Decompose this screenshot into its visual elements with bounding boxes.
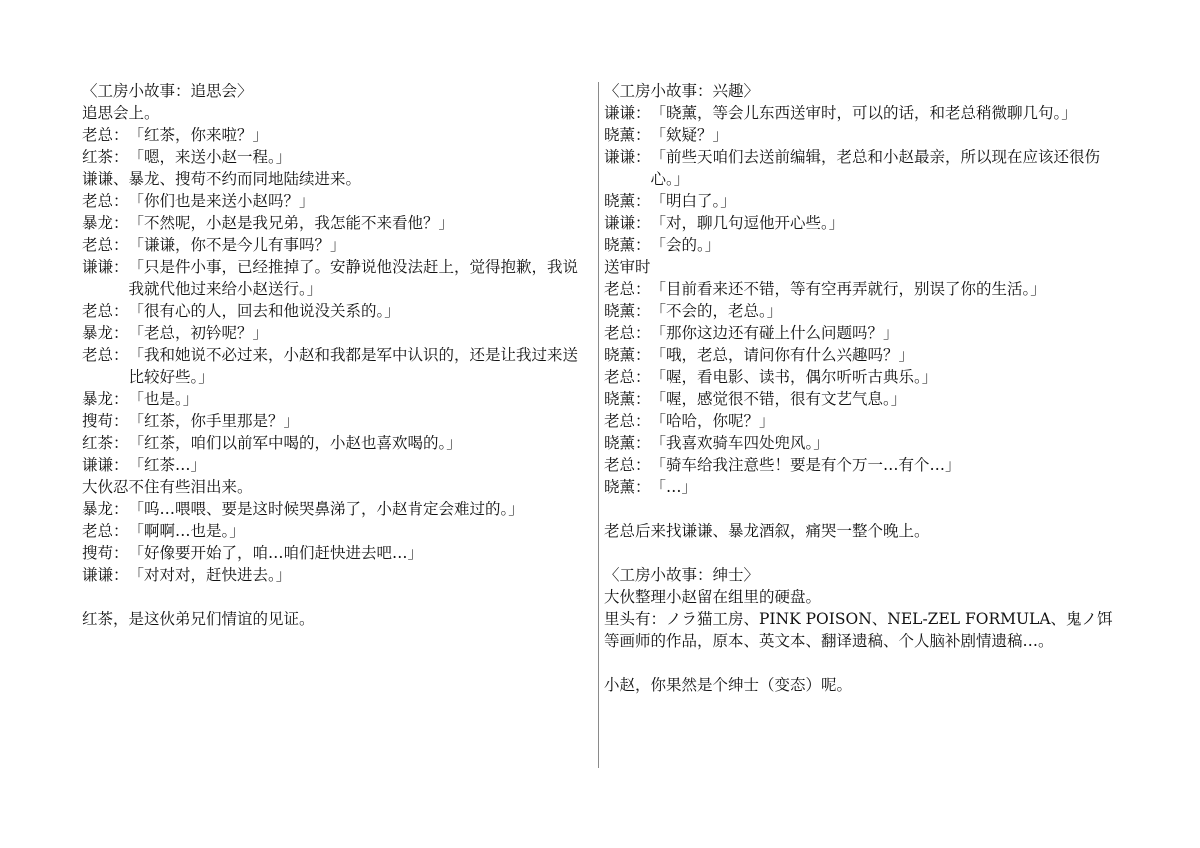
dialogue-text: 「对，聊几句逗他开心些。」 <box>650 214 845 232</box>
speaker-name: 老总： <box>82 192 129 210</box>
dialogue-text: 「红茶…」 <box>128 456 207 474</box>
dialogue-line <box>82 476 592 498</box>
story-paragraph: 小赵，你果然是个绅士（变态）呢。 <box>604 676 853 694</box>
dialogue-line <box>82 410 592 432</box>
dialogue-text: 「红茶，你手里那是？」 <box>128 412 300 430</box>
dialogue-line <box>82 190 592 212</box>
dialogue-line <box>604 454 1124 476</box>
paragraph-gap <box>604 542 1124 564</box>
dialogue-list <box>82 124 592 586</box>
dialogue-line <box>82 256 592 300</box>
speaker-name: 晓薰： <box>604 346 651 364</box>
speaker-name: 老总： <box>82 346 129 364</box>
speaker-name: 老总： <box>604 368 651 386</box>
speaker-name: 谦谦： <box>82 258 129 276</box>
dialogue-line <box>82 498 592 520</box>
dialogue-text: 「嗯，来送小赵一程。」 <box>128 148 292 166</box>
dialogue-text: 「喔，看电影、读书，偶尔听听古典乐。」 <box>650 368 938 386</box>
dialogue-line <box>604 212 1124 234</box>
right-column <box>604 80 1124 696</box>
dialogue-text: 送审时 <box>604 258 651 276</box>
dialogue-line <box>82 234 592 256</box>
speaker-name: 晓薰： <box>604 434 651 452</box>
speaker-name: 晓薰： <box>604 478 651 496</box>
dialogue-text: 「也是。」 <box>128 390 199 408</box>
dialogue-line <box>604 366 1124 388</box>
dialogue-text: 大伙忍不住有些泪出来。 <box>82 478 253 496</box>
dialogue-line <box>604 432 1124 454</box>
speaker-name: 暴龙： <box>82 500 129 518</box>
speaker-name: 老总： <box>82 522 129 540</box>
dialogue-text: 「很有心的人，回去和他说没关系的。」 <box>128 302 400 320</box>
dialogue-line <box>82 212 592 234</box>
speaker-name: 晓薰： <box>604 390 651 408</box>
dialogue-line <box>82 322 592 344</box>
dialogue-text: 「喔，感觉很不错，很有文艺气息。」 <box>650 390 907 408</box>
dialogue-line <box>82 168 592 190</box>
dialogue-text: 「会的。」 <box>650 236 721 254</box>
dialogue-text: 「那你这边还有碰上什么问题吗？」 <box>650 324 899 342</box>
dialogue-list <box>604 102 1124 498</box>
dialogue-text: 「好像要开始了，咱…咱们赶快进去吧…」 <box>128 544 424 562</box>
story-paragraph: 大伙整理小赵留在组里的硬盘。 <box>604 588 822 606</box>
dialogue-line <box>82 564 592 586</box>
dialogue-line <box>604 190 1124 212</box>
dialogue-text: 「你们也是来送小赵吗？」 <box>128 192 315 210</box>
speaker-name: 老总： <box>604 412 651 430</box>
dialogue-text: 「晓薰，等会儿东西送审时，可以的话，和老总稍微聊几句。」 <box>650 104 1077 122</box>
speaker-name: 老总： <box>82 126 129 144</box>
dialogue-text: 「前些天咱们去送前编辑，老总和小赵最亲，所以现在应该还很伤心。」 <box>650 148 1101 188</box>
dialogue-line <box>82 520 592 542</box>
story-intro: 追思会上。 <box>82 104 160 122</box>
dialogue-line <box>82 146 592 168</box>
dialogue-text: 「呜…喂喂、要是这时候哭鼻涕了，小赵肯定会难过的。」 <box>128 500 524 518</box>
speaker-name: 老总： <box>604 324 651 342</box>
speaker-name: 红茶： <box>82 148 129 166</box>
speaker-name: 晓薰： <box>604 236 651 254</box>
speaker-name: 晓薰： <box>604 192 651 210</box>
dialogue-text: 「红茶，你来啦？」 <box>128 126 269 144</box>
dialogue-text: 「啊啊…也是。」 <box>128 522 245 540</box>
dialogue-line <box>604 102 1124 124</box>
dialogue-text: 「对对对，赶快进去。」 <box>128 566 292 584</box>
story-title: 〈工房小故事：追思会〉 <box>82 82 253 100</box>
speaker-name: 暴龙： <box>82 390 129 408</box>
speaker-name: 暴龙： <box>82 324 129 342</box>
paragraph-gap <box>604 652 1124 674</box>
dialogue-line <box>604 388 1124 410</box>
dialogue-line <box>604 256 1124 278</box>
dialogue-line <box>604 476 1124 498</box>
dialogue-line <box>82 388 592 410</box>
dialogue-line <box>82 344 592 388</box>
story-title: 〈工房小故事：兴趣〉 <box>604 82 760 100</box>
dialogue-text: 「不会的，老总。」 <box>650 302 783 320</box>
speaker-name: 老总： <box>82 236 129 254</box>
dialogue-text: 「不然呢，小赵是我兄弟，我怎能不来看他？」 <box>128 214 455 232</box>
speaker-name: 老总： <box>604 456 651 474</box>
speaker-name: 谦谦： <box>604 214 651 232</box>
dialogue-text: 「老总，初钤呢？」 <box>128 324 269 342</box>
speaker-name: 红茶： <box>82 434 129 452</box>
dialogue-line <box>604 234 1124 256</box>
speaker-name: 搜苟： <box>82 544 129 562</box>
dialogue-line <box>604 278 1124 300</box>
dialogue-line <box>82 542 592 564</box>
dialogue-text: 「谦谦，你不是今儿有事吗？」 <box>128 236 346 254</box>
speaker-name: 谦谦： <box>604 148 651 166</box>
paragraph-gap <box>82 586 592 608</box>
dialogue-text: 「明白了。」 <box>650 192 736 210</box>
dialogue-line <box>604 146 1124 190</box>
speaker-name: 晓薰： <box>604 302 651 320</box>
story-title-2: 〈工房小故事：绅士〉 <box>604 566 760 584</box>
speaker-name: 谦谦： <box>604 104 651 122</box>
dialogue-text: 「哈哈，你呢？」 <box>650 412 775 430</box>
dialogue-line <box>604 124 1124 146</box>
dialogue-text: 「目前看来还不错，等有空再弄就行，别误了你的生活。」 <box>650 280 1046 298</box>
dialogue-line <box>604 344 1124 366</box>
speaker-name: 谦谦： <box>82 456 129 474</box>
dialogue-text: 「哦，老总，请问你有什么兴趣吗？」 <box>650 346 915 364</box>
dialogue-line <box>82 124 592 146</box>
dialogue-text: 「我和她说不必过来，小赵和我都是军中认识的，还是让我过来送比较好些。」 <box>128 346 579 386</box>
paragraph-gap <box>604 498 1124 520</box>
left-column <box>82 80 592 630</box>
speaker-name: 晓薰： <box>604 126 651 144</box>
dialogue-text: 「欸疑？」 <box>650 126 729 144</box>
story-ending: 红茶，是这伙弟兄们情谊的见证。 <box>82 610 315 628</box>
dialogue-line <box>82 300 592 322</box>
dialogue-line <box>604 410 1124 432</box>
speaker-name: 老总： <box>604 280 651 298</box>
speaker-name: 搜苟： <box>82 412 129 430</box>
dialogue-text: 「…」 <box>650 478 698 496</box>
dialogue-text: 「我喜欢骑车四处兜风。」 <box>650 434 829 452</box>
speaker-name: 谦谦： <box>82 566 129 584</box>
dialogue-line <box>82 454 592 476</box>
dialogue-text: 「骑车给我注意些！要是有个万一…有个…」 <box>650 456 961 474</box>
speaker-name: 老总： <box>82 302 129 320</box>
story-paragraph: 里头有：ノラ猫工房、PINK POISON、NEL-ZEL FORMULA、鬼ノ饵等画师的作品，原本、英文本、翻译遗稿、个人脑补剧情遗稿…。 <box>604 610 1113 650</box>
dialogue-text: 谦谦、暴龙、搜苟不约而同地陆续进来。 <box>82 170 362 188</box>
dialogue-text: 「只是件小事，已经推掉了。安静说他没法赶上，觉得抱歉，我说我就代他过来给小赵送行。」 <box>128 258 579 298</box>
story-ending: 老总后来找谦谦、暴龙酒叙，痛哭一整个晚上。 <box>604 522 930 540</box>
dialogue-line <box>82 432 592 454</box>
dialogue-line <box>604 300 1124 322</box>
column-divider <box>598 82 599 768</box>
speaker-name: 暴龙： <box>82 214 129 232</box>
dialogue-text: 「红茶，咱们以前军中喝的，小赵也喜欢喝的。」 <box>128 434 462 452</box>
dialogue-line <box>604 322 1124 344</box>
